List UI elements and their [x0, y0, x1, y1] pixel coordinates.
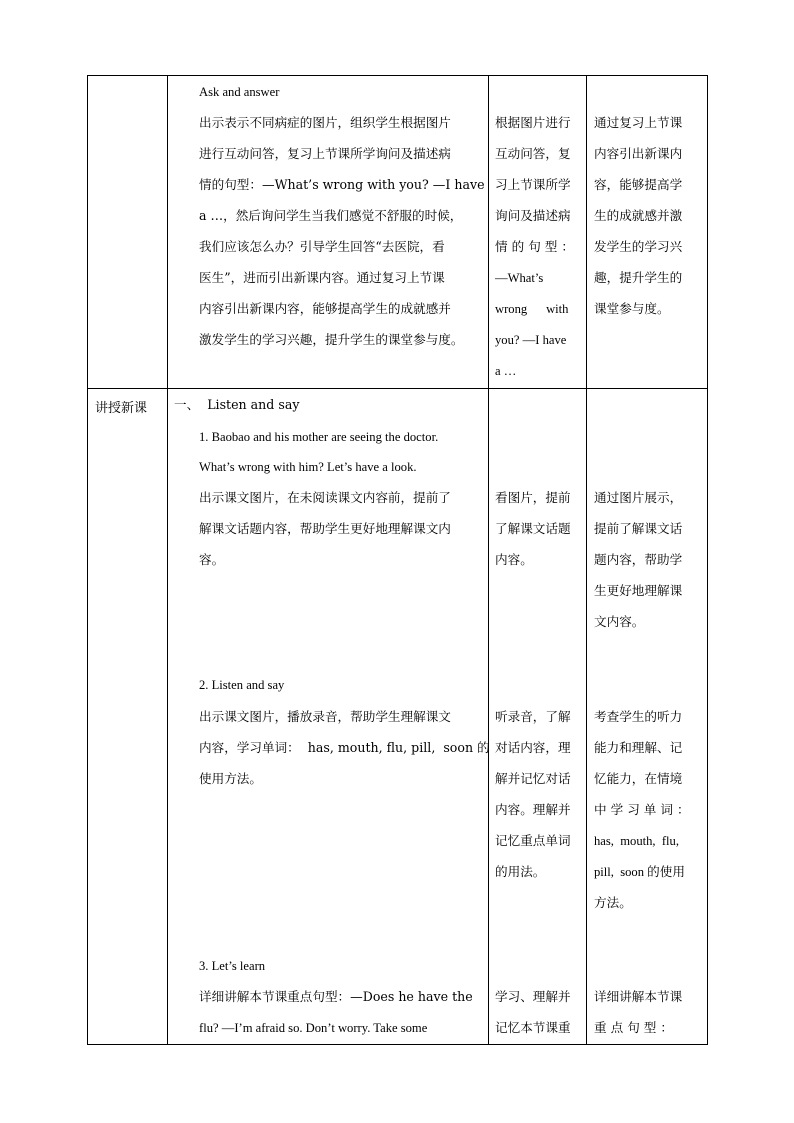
purpose-line: 考查学生的听力 — [594, 709, 683, 724]
student-line: 听录音，了解 — [495, 709, 571, 724]
purpose-line: 忆能力，在情境 — [594, 771, 683, 786]
purpose-line: 题内容，帮助学 — [594, 552, 683, 567]
student-line: wrong with — [495, 302, 569, 316]
student-line: 询问及描述病 — [495, 208, 571, 223]
activity-line: 容。 — [199, 552, 225, 567]
student-line: 学习、理解并 — [495, 989, 571, 1004]
student-line: 情 的 句 型 ： — [495, 239, 574, 254]
purpose-line: 详细讲解本节课 — [594, 989, 683, 1004]
step-title: 1. Baobao and his mother are seeing the doctor. — [199, 430, 439, 444]
activity-line: 激发学生的学习兴趣，提升学生的课堂参与度。 — [199, 332, 464, 347]
purpose-line: 文内容。 — [594, 614, 645, 629]
student-line: 习上节课所学 — [495, 177, 571, 192]
activity-line: a …，然后询问学生当我们感觉不舒服的时候， — [199, 208, 463, 223]
purpose-line: 发学生的学习兴 — [594, 239, 683, 254]
student-activity-cell — [489, 76, 587, 389]
purpose-line: 课堂参与度。 — [594, 301, 670, 316]
stage-cell — [88, 76, 168, 389]
student-line: 记忆重点单词 — [495, 833, 571, 848]
activity-line: 进行互动问答，复习上节课所学询问及描述病 — [199, 146, 451, 161]
activity-line: 出示课文图片，播放录音，帮助学生理解课文 — [199, 709, 451, 724]
student-line: 对话内容，理 — [495, 740, 571, 755]
table-row — [88, 76, 708, 389]
student-line: 互动问答，复 — [495, 146, 571, 161]
teacher-activity-cell — [168, 389, 489, 1045]
student-line: 内容。理解并 — [495, 802, 571, 817]
purpose-line: 通过图片展示， — [594, 490, 683, 505]
design-purpose-cell — [587, 76, 708, 389]
activity-line: What’s wrong with him? Let’s have a look. — [199, 460, 417, 474]
student-line: 解并记忆对话 — [495, 771, 571, 786]
table-row — [88, 389, 708, 1045]
section-title: 一、 Listen and say — [174, 397, 300, 412]
purpose-line: 能力和理解、记 — [594, 740, 683, 755]
activity-line: 详细讲解本节课重点句型：—Does he have the — [199, 989, 473, 1004]
activity-line: 我们应该怎么办？引导学生回答“去医院，看 — [199, 239, 445, 254]
activity-line: 内容引出新课内容，能够提高学生的成就感并 — [199, 301, 451, 316]
teacher-activity-cell — [168, 76, 489, 389]
purpose-line: 生的成就感并激 — [594, 208, 683, 223]
purpose-line: 趣，提升学生的 — [594, 270, 683, 285]
activity-line: 解课文话题内容，帮助学生更好地理解课文内 — [199, 521, 451, 536]
student-line: 内容。 — [495, 552, 533, 567]
purpose-line: 生更好地理解课 — [594, 583, 683, 598]
purpose-line: 方法。 — [594, 895, 632, 910]
activity-line: 使用方法。 — [199, 771, 262, 786]
activity-line: flu? —I’m afraid so. Don’t worry. Take some — [199, 1021, 428, 1035]
lesson-plan-table — [87, 75, 708, 1045]
purpose-line: 中 学 习 单 词 ： — [594, 802, 690, 817]
student-line: 的用法。 — [495, 864, 546, 879]
purpose-line: 容，能够提高学 — [594, 177, 683, 192]
purpose-line: pill, soon 的使用 — [594, 865, 685, 879]
student-line: 根据图片进行 — [495, 115, 571, 130]
step-title: 2. Listen and say — [199, 678, 285, 692]
purpose-line: 通过复习上节课 — [594, 115, 683, 130]
student-line: 看图片，提前 — [495, 490, 571, 505]
activity-line: 出示课文图片，在未阅读课文内容前，提前了 — [199, 490, 451, 505]
student-line: 记忆本节课重 — [495, 1020, 571, 1035]
activity-heading: Ask and answer — [199, 85, 280, 99]
step-title: 3. Let’s learn — [199, 959, 266, 973]
purpose-line: 内容引出新课内 — [594, 146, 683, 161]
purpose-line: 重 点 句 型 ： — [594, 1020, 673, 1035]
purpose-line: 提前了解课文话 — [594, 521, 683, 536]
student-line: a … — [495, 364, 517, 378]
stage-cell — [88, 389, 168, 1045]
activity-line: 内容，学习单词： has, mouth, flu, pill, soon 的 — [199, 740, 490, 755]
stage-label: 讲授新课 — [95, 401, 148, 416]
purpose-line: has, mouth, flu, — [594, 834, 680, 848]
design-purpose-cell — [587, 389, 708, 1045]
activity-line: 出示表示不同病症的图片，组织学生根据图片 — [199, 115, 451, 130]
student-line: —What’s — [495, 271, 544, 285]
activity-line: 情的句型：—What’s wrong with you? —I have — [199, 177, 485, 192]
student-line: 了解课文话题 — [495, 521, 571, 536]
activity-line: 医生”，进而引出新课内容。通过复习上节课 — [199, 270, 445, 285]
student-activity-cell — [489, 389, 587, 1045]
student-line: you? —I have — [495, 333, 567, 347]
